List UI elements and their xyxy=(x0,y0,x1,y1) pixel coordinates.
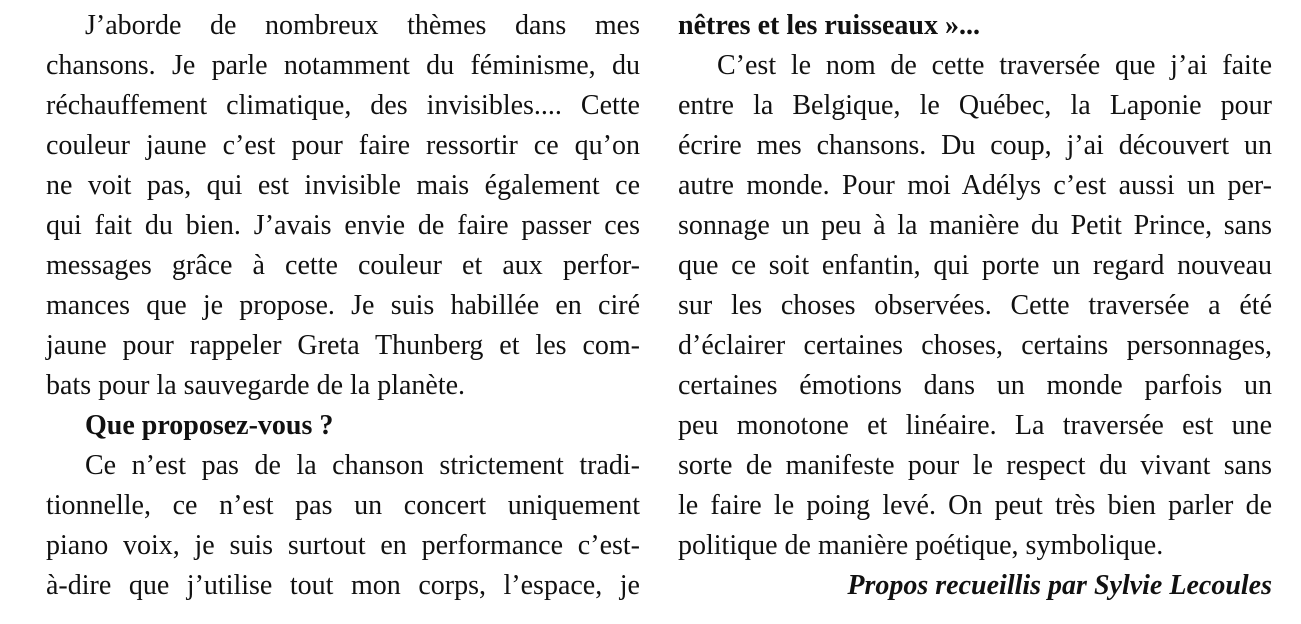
body-text-line: sorte de manifeste pour le respect du vivant sans xyxy=(678,450,1272,481)
section-heading: Que proposez-vous ? xyxy=(85,410,334,441)
body-text-line: chansons. Je parle notamment du féminisme, du xyxy=(46,50,640,81)
body-text-line: Ce n’est pas de la chanson strictement tradi- xyxy=(85,450,640,481)
body-text-line: couleur jaune c’est pour faire ressortir ce qu’on xyxy=(46,130,640,161)
body-text-line: entre la Belgique, le Québec, la Laponie pour xyxy=(678,90,1272,121)
body-text-line: messages grâce à cette couleur et aux perfor- xyxy=(46,250,640,281)
body-text-line: autre monde. Pour moi Adélys c’est aussi un per- xyxy=(678,170,1272,201)
body-text-line: écrire mes chansons. Du coup, j’ai découvert un xyxy=(678,130,1272,161)
section-heading-continued: nêtres et les ruisseaux »... xyxy=(678,10,980,41)
body-text-line: C’est le nom de cette traversée que j’ai faite xyxy=(717,50,1272,81)
body-text-line: bats pour la sauvegarde de la planète. xyxy=(46,370,466,401)
body-text-line: réchauffement climatique, des invisibles.... Cette xyxy=(46,90,640,121)
body-text-line: mances que je propose. Je suis habillée en ciré xyxy=(46,290,640,321)
body-text-line: ne voit pas, qui est invisible mais également ce xyxy=(46,170,640,201)
body-text-line: sonnage un peu à la manière du Petit Prince, sans xyxy=(678,210,1272,241)
author-credit: Propos recueillis par Sylvie Lecoules xyxy=(847,570,1272,601)
body-text-line: d’éclairer certaines choses, certains personnages, xyxy=(678,330,1272,361)
body-text-line: le faire le poing levé. On peut très bien parler de xyxy=(678,490,1272,521)
body-text-line: qui fait du bien. J’avais envie de faire passer ces xyxy=(46,210,640,241)
body-text-line: tionnelle, ce n’est pas un concert uniquement xyxy=(46,490,640,521)
body-text-line: J’aborde de nombreux thèmes dans mes xyxy=(85,10,640,41)
body-text-line: politique de manière poétique, symbolique. xyxy=(678,530,1164,561)
body-text-line: à-dire que j’utilise tout mon corps, l’espace, je xyxy=(46,570,640,601)
body-text-line: sur les choses observées. Cette traversée a été xyxy=(678,290,1272,321)
body-text-line: jaune pour rappeler Greta Thunberg et les com- xyxy=(46,330,640,361)
body-text-line: piano voix, je suis surtout en performance c’est- xyxy=(46,530,640,561)
body-text-line: peu monotone et linéaire. La traversée est une xyxy=(678,410,1272,441)
body-text-line: certaines émotions dans un monde parfois un xyxy=(678,370,1272,401)
body-text-line: que ce soit enfantin, qui porte un regard nouveau xyxy=(678,250,1272,281)
